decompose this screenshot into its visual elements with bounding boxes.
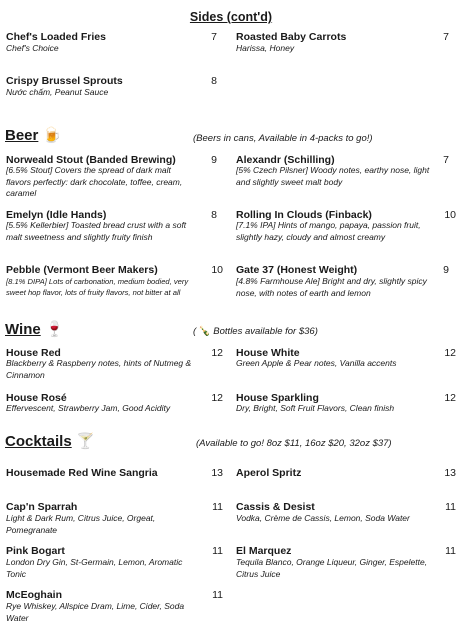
item-price-house-rose: 12 <box>211 392 223 404</box>
sides-section-title: Sides (cont'd) <box>189 10 273 24</box>
wine-section-title: Wine <box>5 321 41 338</box>
item-price-pink-bogart: 11 <box>212 545 223 557</box>
item-name-alexandr: Alexandr (Schilling) <box>236 154 335 166</box>
item-price-capn-sparrah: 11 <box>212 501 223 513</box>
item-name-rolling-in-clouds: Rolling In Clouds (Finback) <box>236 209 372 221</box>
item-desc-house-red: Blackberry & Raspberry notes, hints of Nutmeg & Cinnamon <box>6 358 192 380</box>
wine-glass-icon: 🍷 <box>45 321 64 338</box>
item-name-cassis-desist: Cassis & Desist <box>236 501 315 513</box>
cocktails-section-note: (Available to go! 8oz $11, 16oz $20, 32oz $37) <box>196 438 392 449</box>
item-price-crispy-brussel-sprouts: 8 <box>211 75 217 87</box>
item-name-aperol-spritz: Aperol Spritz <box>236 467 302 479</box>
item-price-mceoghain: 11 <box>212 589 223 601</box>
item-price-house-red: 12 <box>211 347 223 359</box>
item-desc-house-sparkling: Dry, Bright, Soft Fruit Flavors, Clean finish <box>236 403 395 413</box>
beer-mug-icon: 🍺 <box>42 127 62 144</box>
item-name-norweald-stout: Norweald Stout (Banded Brewing) <box>6 154 176 166</box>
cocktails-section-header <box>5 432 95 451</box>
item-desc-rolling-in-clouds: [7.1% IPA] Hints of mango, papaya, passion fruit, slightly hazy, cloudy and almost creamy <box>236 220 421 242</box>
bottle-icon: 🍾 <box>198 326 211 337</box>
wine-note-open-paren: ( <box>193 326 197 337</box>
wine-note-text: Bottles available for $36) <box>213 326 318 337</box>
item-desc-chefs-loaded-fries: Chef's Choice <box>6 43 59 53</box>
item-desc-el-marquez: Tequila Blanco, Orange Liqueur, Ginger, Espelette, Citrus Juice <box>236 557 428 579</box>
item-name-emelyn: Emelyn (Idle Hands) <box>6 209 107 221</box>
item-desc-emelyn: [5.5% Kellerbier] Toasted bread crust with a soft malt sweetness and slightly fruity finish <box>6 220 187 242</box>
item-name-el-marquez: El Marquez <box>236 545 292 557</box>
item-price-sangria: 13 <box>211 467 223 479</box>
item-name-pink-bogart: Pink Bogart <box>6 545 65 557</box>
item-name-chefs-loaded-fries: Chef's Loaded Fries <box>6 31 106 43</box>
item-price-gate-37: 9 <box>443 264 449 276</box>
item-price-aperol-spritz: 13 <box>444 467 456 479</box>
item-desc-capn-sparrah: Light & Dark Rum, Citrus Juice, Orgeat, Pomegranate <box>6 513 156 535</box>
item-price-house-sparkling: 12 <box>444 392 456 404</box>
beer-section-header <box>5 126 62 145</box>
item-desc-mceoghain: Rye Whiskey, Allspice Dram, Lime, Cider, Soda Water <box>6 601 185 623</box>
item-desc-roasted-baby-carrots: Harissa, Honey <box>236 43 295 53</box>
item-price-el-marquez: 11 <box>445 545 456 557</box>
item-price-roasted-baby-carrots: 7 <box>443 31 449 43</box>
item-desc-alexandr: [5% Czech Pilsner] Woody notes, earthy nose, light and slightly sweet malt body <box>236 165 430 187</box>
item-price-pebble: 10 <box>211 264 223 276</box>
item-desc-cassis-desist: Vodka, Crème de Cassis, Lemon, Soda Water <box>236 513 410 523</box>
wine-section-note <box>193 326 318 337</box>
item-name-capn-sparrah: Cap'n Sparrah <box>6 501 78 513</box>
item-price-rolling-in-clouds: 10 <box>444 209 456 221</box>
item-price-alexandr: 7 <box>443 154 449 166</box>
beer-section-note: (Beers in cans, Available in 4-packs to go!) <box>193 133 373 144</box>
item-desc-pink-bogart: London Dry Gin, St-Germain, Lemon, Aromatic Tonic <box>6 557 183 579</box>
cocktail-glass-icon: 🍸 <box>76 433 95 450</box>
cocktails-section-title: Cocktails <box>5 433 72 450</box>
item-name-crispy-brussel-sprouts: Crispy Brussel Sprouts <box>6 75 123 87</box>
beer-section-title: Beer <box>5 127 39 144</box>
item-desc-norweald-stout: [6.5% Stout] Covers the spread of dark malt flavors perfectly: dark chocolate, toffee, cream, caramel <box>6 165 183 198</box>
wine-section-header <box>5 320 64 339</box>
item-desc-house-white: Green Apple & Pear notes, Vanilla accents <box>236 358 397 368</box>
item-price-emelyn: 8 <box>211 209 217 221</box>
item-desc-pebble: [8.1% DIPA] Lots of carbonation, medium bodied, very sweet hop flavor, lots of fruity flavors, not bitter at all <box>6 277 189 297</box>
item-name-sangria: Housemade Red Wine Sangria <box>6 467 158 479</box>
item-desc-gate-37: [4.8% Farmhouse Ale] Bright and dry, slightly spicy nose, with notes of earth and lemon <box>236 276 427 298</box>
item-name-gate-37: Gate 37 (Honest Weight) <box>236 264 358 276</box>
item-name-pebble: Pebble (Vermont Beer Makers) <box>6 264 158 276</box>
item-name-house-red: House Red <box>6 347 61 359</box>
item-name-house-rose: House Rosé <box>6 392 67 404</box>
item-name-house-white: House White <box>236 347 300 359</box>
item-desc-crispy-brussel-sprouts: Nước chấm, Peanut Sauce <box>6 87 109 97</box>
item-price-cassis-desist: 11 <box>445 501 456 513</box>
item-name-roasted-baby-carrots: Roasted Baby Carrots <box>236 31 347 43</box>
item-price-norweald-stout: 9 <box>211 154 217 166</box>
item-name-mceoghain: McEoghain <box>6 589 63 601</box>
item-desc-house-rose: Effervescent, Strawberry Jam, Good Acidity <box>6 403 171 413</box>
item-name-house-sparkling: House Sparkling <box>236 392 319 404</box>
item-price-chefs-loaded-fries: 7 <box>211 31 217 43</box>
item-price-house-white: 12 <box>444 347 456 359</box>
